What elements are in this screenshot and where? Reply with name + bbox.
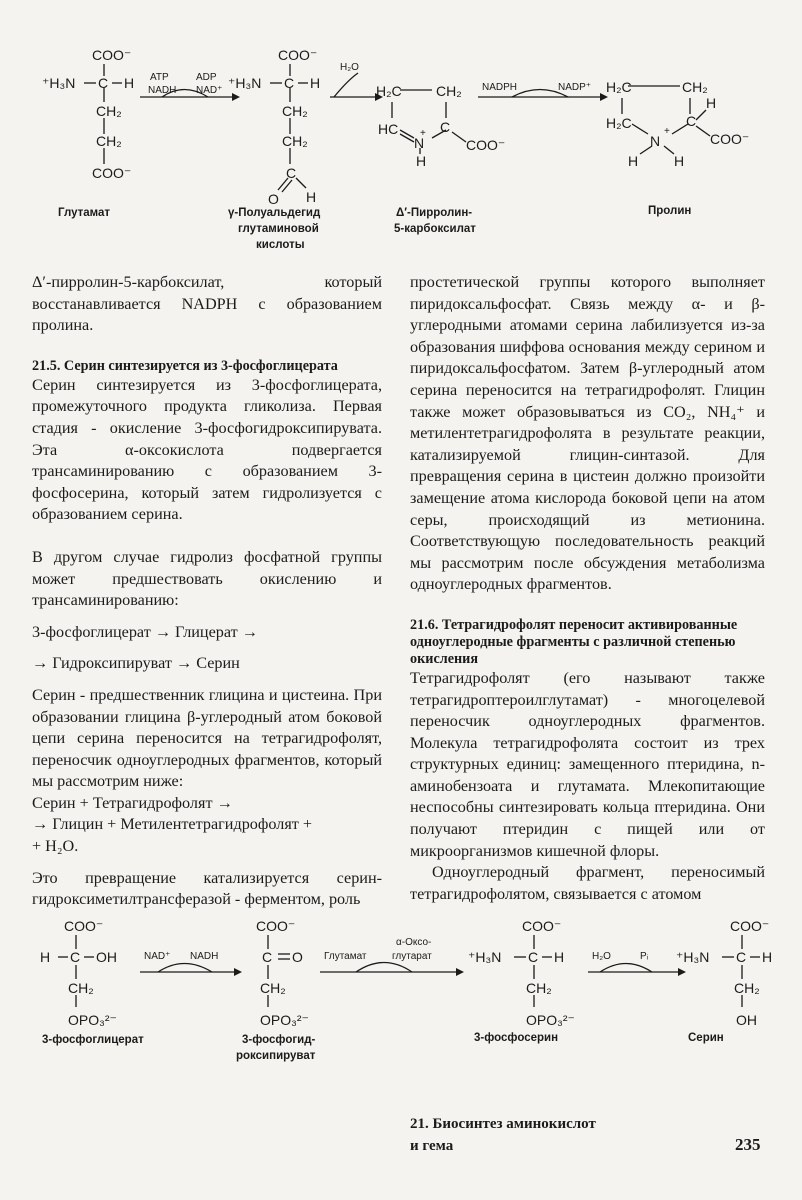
serine-label: Серин: [688, 1032, 724, 1044]
svg-text:H: H: [40, 949, 51, 965]
svg-text:CH₂: CH₂: [436, 83, 462, 99]
right-paragraph-1: простетической группы которого выполняет пиридоксальфосфат. Связь между α- и β-углеродными атомами серина лабилизуется из-за образования шиффова основания между серином и пиридоксальфосфатом. Затем β-углеродный атом серина переносится на тетрагидрофолят. Глицин также может образовываться из CO₂, NH₄⁺ и метилентетрагидрофолята в результате реакции, катализируемой глицин-синтазой. Для превращения серина в цистеин должно произойти замещение атома кислорода боковой цепи на атом серы, происходящий из метионина. Соответствующую последовательность реакций мы рассмотрим после обсуждения метаболизма одноуглеродных фрагментов.: [410, 273, 765, 594]
left-paragraph-2: Серин синтезируется из 3-фосфоглицерата, промежуточного продукта гликолиза. Первая стадия - окисление 3-фосфогидроксипирувата. Эта α-оксокислота подвергается трансаминированию с образованием 3-фосфосерина, который затем гидролизуется с образованием серина.: [32, 375, 382, 524]
svg-text:+: +: [664, 126, 670, 137]
proline-label: Пролин: [648, 205, 692, 217]
left-paragraph-5: Это превращение катализируется серин-гидроксиметилтрансферазой - ферментом, роль: [32, 868, 382, 909]
semialdehyde-label-1: γ-Полуальдегид: [228, 207, 321, 219]
section-heading-21-6: 21.6. Тетрагидрофолят переносит активированные одноуглеродные фрагменты с различной степенью окисления: [410, 616, 738, 667]
svg-text:HC: HC: [378, 121, 399, 137]
svg-text:O: O: [268, 191, 279, 207]
svg-text:CH₂: CH₂: [282, 103, 308, 119]
svg-text:H: H: [762, 949, 773, 965]
pi-label: Pᵢ: [640, 951, 649, 962]
glutamate-bottom-label: Глутамат: [324, 951, 367, 962]
svg-text:N: N: [414, 135, 425, 151]
equation-line-3: Серин + Тетрагидрофолят →: [32, 793, 233, 812]
equation-line-2: → Гидроксипируват → Серин: [32, 654, 240, 673]
svg-text:H₂C: H₂C: [606, 115, 632, 131]
svg-text:H₂C: H₂C: [376, 83, 402, 99]
svg-text:CH₂: CH₂: [682, 79, 708, 95]
svg-text:COO⁻: COO⁻: [256, 918, 296, 934]
svg-text:H: H: [706, 95, 717, 111]
nad-bottom-label: NAD⁺: [144, 951, 171, 962]
chapter-line-2: и гема: [410, 1138, 454, 1154]
oxoglutarate-label-2: глутарат: [392, 951, 432, 962]
hydroxypyruvate-label-2: роксипируват: [236, 1050, 316, 1062]
svg-text:CH₂: CH₂: [68, 980, 94, 996]
svg-text:COO⁻: COO⁻: [466, 137, 506, 153]
svg-text:C: C: [686, 113, 697, 129]
left-paragraph-4: Серин - предшественник глицина и цистеина. При образовании глицина β-углеродный атом боковой цепи серина переносится на тетрагидрофолят, переносчик одноуглеродных фрагментов, который мы рассмотрим ниже:: [32, 685, 382, 791]
svg-text:⁺H₃N: ⁺H₃N: [228, 75, 262, 91]
svg-text:+: +: [420, 128, 426, 139]
svg-text:C: C: [262, 949, 273, 965]
h2o-label: H₂O: [340, 62, 359, 73]
phosphoserine-label: 3-фосфосерин: [474, 1032, 559, 1044]
svg-text:C: C: [98, 75, 109, 91]
nad-label: NAD⁺: [196, 85, 223, 96]
left-paragraph-1: Δ′-пирролин-5-карбоксилат, который восстанавливается NADPH с образованием пролина.: [32, 273, 382, 335]
page-number: 235: [735, 1135, 761, 1154]
left-paragraph-3: В другом случае гидролиз фосфатной группы может предшествовать окислению и трансаминированию:: [32, 547, 382, 610]
svg-text:CH₂: CH₂: [282, 133, 308, 149]
svg-text:CH₂: CH₂: [96, 133, 122, 149]
pyrroline-label-2: 5-карбоксилат: [394, 223, 476, 235]
svg-text:C: C: [528, 949, 539, 965]
svg-text:CH₂: CH₂: [260, 980, 286, 996]
nadp-label: NADP⁺: [558, 82, 592, 93]
chapter-line-1: 21. Биосинтез аминокислот: [410, 1116, 596, 1132]
h2o-bottom-label: H₂O: [592, 951, 611, 962]
phosphoglycerate-label: 3-фосфоглицерат: [42, 1034, 144, 1046]
svg-text:C: C: [736, 949, 747, 965]
svg-text:OH: OH: [96, 949, 117, 965]
svg-text:CH₂: CH₂: [526, 980, 552, 996]
svg-text:H: H: [306, 189, 317, 205]
svg-text:C: C: [286, 165, 297, 181]
adp-label: ADP: [196, 72, 217, 83]
svg-text:COO⁻: COO⁻: [730, 918, 770, 934]
svg-text:COO⁻: COO⁻: [710, 131, 750, 147]
nadh-bottom-label: NADH: [190, 951, 219, 962]
svg-text:COO⁻: COO⁻: [278, 47, 318, 63]
right-paragraph-2: Тетрагидрофолят (его называют также тетрагидроптероилглутамат) - многоцелевой переносчик одноуглеродных фрагментов. Молекула тетрагидрофолята состоит из трех структурных единиц: замещенного птеридина, n-аминобензоата и глутамата. Млекопитающие неспособны синтезировать кольца птеридина. Они получают птеридин с пищей или от микроорганизмов кишечной флоры.: [410, 668, 765, 860]
svg-text:N: N: [650, 133, 661, 149]
svg-text:OPO₃²⁻: OPO₃²⁻: [526, 1012, 575, 1028]
svg-text:CH₂: CH₂: [96, 103, 122, 119]
svg-text:H₂C: H₂C: [606, 79, 632, 95]
oxoglutarate-label-1: α-Оксо-: [396, 937, 432, 948]
svg-text:OH: OH: [736, 1012, 757, 1028]
svg-text:C: C: [440, 119, 451, 135]
equation-line-5: + H₂O.: [32, 837, 79, 856]
svg-text:COO⁻: COO⁻: [522, 918, 562, 934]
svg-text:CH₂: CH₂: [734, 980, 760, 996]
svg-text:C: C: [70, 949, 81, 965]
equation-line-1: 3-фосфоглицерат → Глицерат →: [32, 622, 258, 641]
serine-synthesis-scheme: [0, 915, 802, 1065]
svg-text:⁺H₃N: ⁺H₃N: [468, 949, 502, 965]
semialdehyde-label-3: кислоты: [256, 239, 305, 251]
right-column: [410, 272, 765, 905]
svg-text:C: C: [284, 75, 295, 91]
svg-text:H: H: [416, 153, 427, 169]
svg-text:OPO₃²⁻: OPO₃²⁻: [260, 1012, 309, 1028]
svg-text:OPO₃²⁻: OPO₃²⁻: [68, 1012, 117, 1028]
semialdehyde-label-2: глутаминовой: [238, 223, 319, 235]
proline-synthesis-scheme: [0, 40, 802, 275]
svg-text:H: H: [628, 153, 639, 169]
svg-text:H: H: [310, 75, 321, 91]
svg-text:H: H: [124, 75, 135, 91]
svg-text:COO⁻: COO⁻: [92, 165, 132, 181]
pyrroline-label-1: Δ′-Пирролин-: [396, 207, 473, 219]
left-column: [32, 272, 382, 911]
svg-text:⁺H₃N: ⁺H₃N: [42, 75, 76, 91]
equation-line-4: → Глицин + Метилентетрагидрофолят +: [32, 815, 313, 834]
running-footer-chapter: [410, 1113, 596, 1157]
nadh-label: NADH: [148, 85, 177, 96]
glutamate-label: Глутамат: [58, 207, 111, 219]
hydroxypyruvate-label-1: 3-фосфогид-: [242, 1034, 316, 1046]
nadph-label: NADPH: [482, 82, 518, 93]
atp-label: ATP: [150, 72, 169, 83]
svg-text:COO⁻: COO⁻: [92, 47, 132, 63]
right-paragraph-3: Одноуглеродный фрагмент, переносимый тетрагидрофолятом, связывается с атомом: [410, 863, 765, 903]
section-heading-21-5: 21.5. Серин синтезируется из 3-фосфоглицерата: [32, 357, 338, 374]
svg-text:⁺H₃N: ⁺H₃N: [676, 949, 710, 965]
svg-text:O: O: [292, 949, 303, 965]
svg-text:H: H: [554, 949, 565, 965]
svg-text:COO⁻: COO⁻: [64, 918, 104, 934]
svg-text:H: H: [674, 153, 685, 169]
